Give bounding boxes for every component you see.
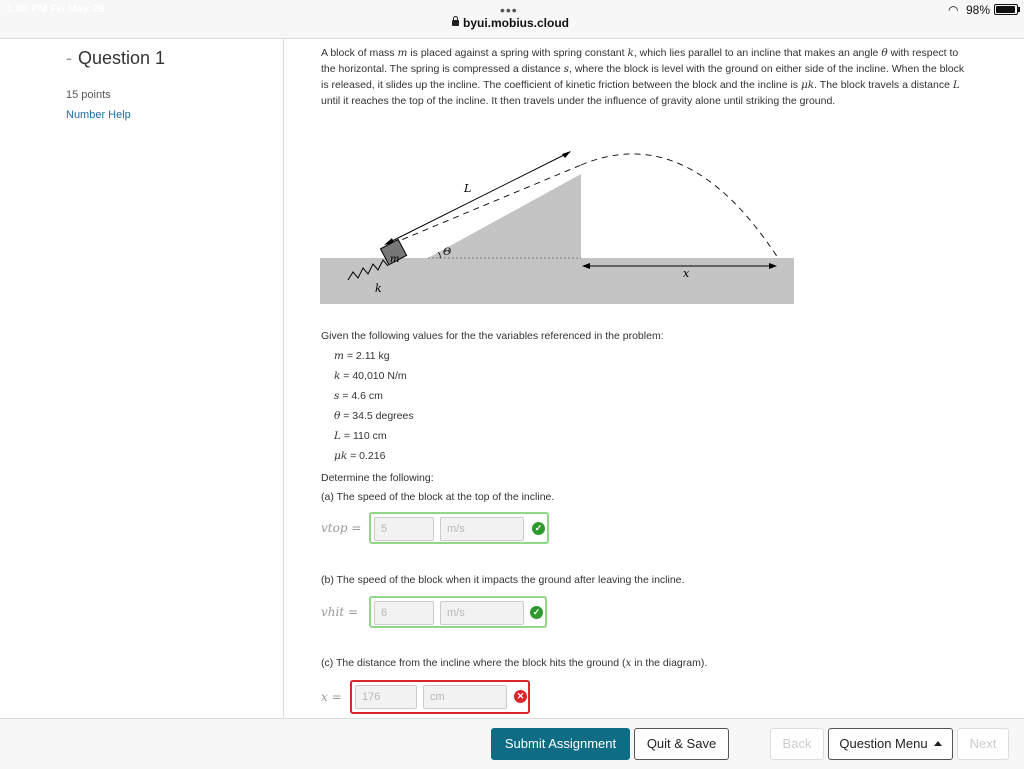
question-menu-label: Question Menu	[839, 736, 928, 751]
part-a-value-input[interactable]: 5	[374, 517, 434, 541]
question-title-text: Question 1	[78, 48, 166, 68]
given-intro: Given the following values for the the variables referenced in the problem:	[321, 330, 664, 342]
part-b-answer-box	[369, 596, 547, 628]
part-b-symbol: vhit =	[321, 605, 359, 619]
part-b-value-input[interactable]: 6	[374, 601, 434, 625]
part-c-unit-input[interactable]: cm	[423, 685, 507, 709]
determine-label: Determine the following:	[321, 472, 434, 484]
part-c-answer-row	[321, 680, 530, 714]
given-value: m = 2.11 kg	[334, 350, 390, 362]
part-c-answer-box	[350, 680, 530, 714]
incline	[428, 174, 581, 258]
number-help-link[interactable]: Number Help	[66, 109, 131, 121]
problem-statement	[321, 45, 971, 109]
url-text: byui.mobius.cloud	[463, 16, 570, 30]
question-menu-button[interactable]	[828, 728, 953, 760]
label-theta: Θ	[443, 247, 452, 258]
part-b-question: (b) The speed of the block when it impacts the ground after leaving the incline.	[321, 574, 685, 586]
browser-status-bar	[0, 0, 1024, 39]
part-a-unit-input[interactable]: m/s	[440, 517, 524, 541]
label-k: k	[375, 282, 382, 295]
given-value: θ = 34.5 degrees	[334, 410, 414, 422]
status-time: 1:09 PM Fri May 29	[6, 3, 105, 15]
incorrect-x-icon: ✕	[514, 690, 527, 703]
back-button[interactable]: Back	[770, 728, 824, 760]
correct-check-icon: ✓	[530, 606, 543, 619]
incline-diagram	[320, 140, 796, 306]
part-a-answer-row	[321, 512, 549, 544]
given-value: L = 110 cm	[334, 430, 387, 442]
wifi-icon: ◠	[948, 3, 959, 17]
part-c-symbol: x =	[321, 690, 342, 704]
next-button[interactable]: Next	[957, 728, 1009, 760]
more-dots-icon[interactable]: •••	[500, 2, 518, 18]
L-arrow-head-end	[562, 151, 571, 158]
part-b-unit-input[interactable]: m/s	[440, 601, 524, 625]
battery-icon	[994, 4, 1018, 15]
part-c-question: (c) The distance from the incline where the block hits the ground (x in the diagram).	[321, 657, 708, 669]
address-bar[interactable]	[452, 16, 569, 30]
submit-assignment-button[interactable]: Submit Assignment	[491, 728, 630, 760]
problem-text: A block of mass m is placed against a spring with spring constant k, which lies parallel to an incline that makes an angle θ with respect to the horizontal. The spring is compressed a distance s, where the block is level with the ground on either side of the incline. When the block is released, it slides up the incline. The coefficient of kinetic friction between the block and the incline is μk. The block travels a distance L until it reaches the top of the incline. It then travels under the influence of gravity alone until striking the ground.	[321, 47, 965, 107]
part-a-symbol: vtop =	[321, 521, 362, 535]
question-title	[66, 48, 165, 69]
part-b-answer-row	[321, 596, 547, 628]
label-x: x	[683, 267, 690, 280]
quit-save-button[interactable]: Quit & Save	[634, 728, 729, 760]
part-a-answer-box	[369, 512, 549, 544]
question-sidebar	[0, 39, 284, 719]
question-points: 15 points	[66, 89, 111, 101]
lock-icon	[452, 20, 459, 26]
label-L: L	[464, 182, 472, 195]
footer-bar	[0, 718, 1024, 769]
battery-percent: 98%	[966, 3, 991, 17]
trajectory	[581, 154, 778, 258]
given-value: μk = 0.216	[334, 450, 386, 462]
part-a-question: (a) The speed of the block at the top of the incline.	[321, 491, 555, 503]
part-c-value-input[interactable]: 176	[355, 685, 417, 709]
given-value: s = 4.6 cm	[334, 390, 383, 402]
caret-up-icon	[934, 741, 942, 746]
label-m: m	[390, 254, 400, 265]
collapse-dash-icon[interactable]: -	[66, 48, 72, 68]
correct-check-icon: ✓	[532, 522, 545, 535]
given-value: k = 40,010 N/m	[334, 370, 407, 382]
